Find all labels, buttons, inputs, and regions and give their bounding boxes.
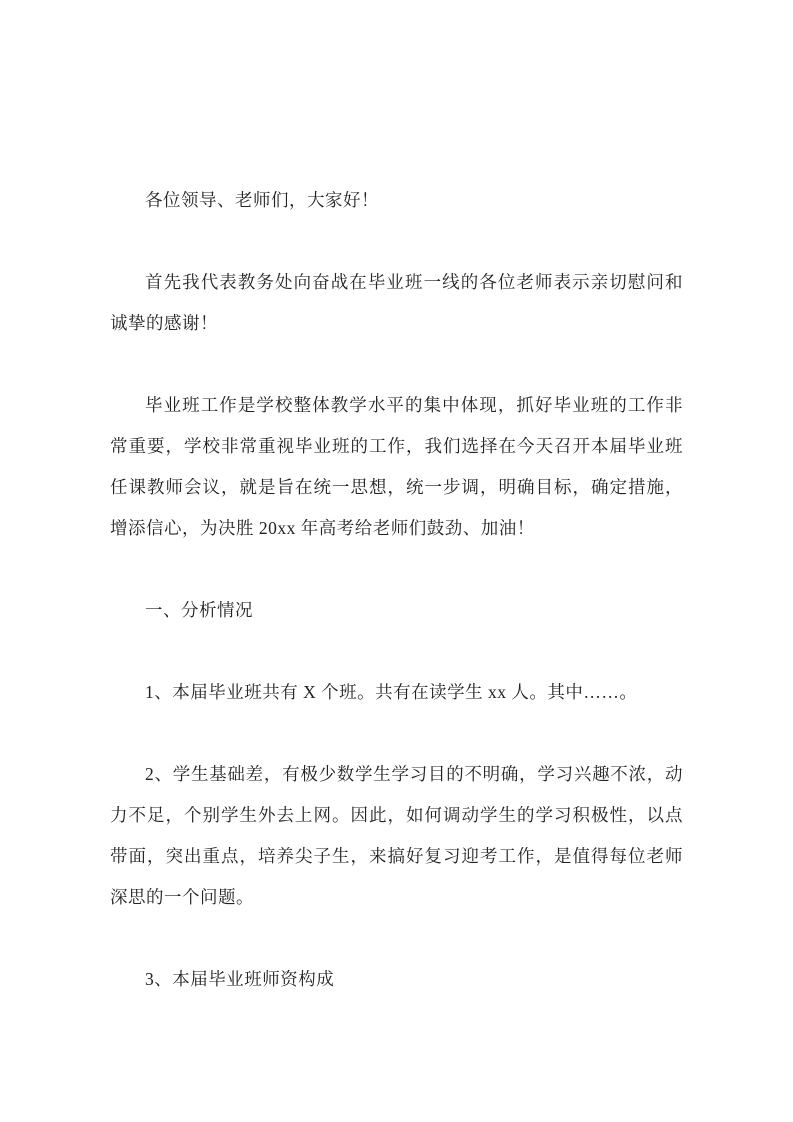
list-item-student-basis: 2、学生基础差，有极少数学生学习目的不明确，学习兴趣不浓，动力不足，个别学生外去上网。因此，如何调动学生的学习积极性，以点带面，突出重点，培养尖子生，来搞好复习迎考工作，是值得每位老师深思的一个问题。	[110, 764, 683, 907]
section-heading-analysis: 一、分析情况	[145, 600, 253, 620]
paragraph-greeting: 各位领导、老师们，大家好！	[145, 190, 379, 210]
list-item-class-count: 1、本届毕业班共有 X 个班。共有在读学生 xx 人。其中……。	[145, 682, 638, 702]
list-item-teacher-composition: 3、本届毕业班师资构成	[145, 969, 335, 989]
paragraph-salute: 首先我代表教务处向奋战在毕业班一线的各位老师表示亲切慰问和诚挚的感谢！	[110, 272, 683, 333]
paragraph-intro: 毕业班工作是学校整体教学水平的集中体现，抓好毕业班的工作非常重要，学校非常重视毕业班的工作，我们选择在今天召开本届毕业班任课教师会议，就是旨在统一思想，统一步调，明确目标，确定措施，增添信心，为决胜 20xx 年高考给老师们鼓劲、加油！	[110, 395, 683, 538]
